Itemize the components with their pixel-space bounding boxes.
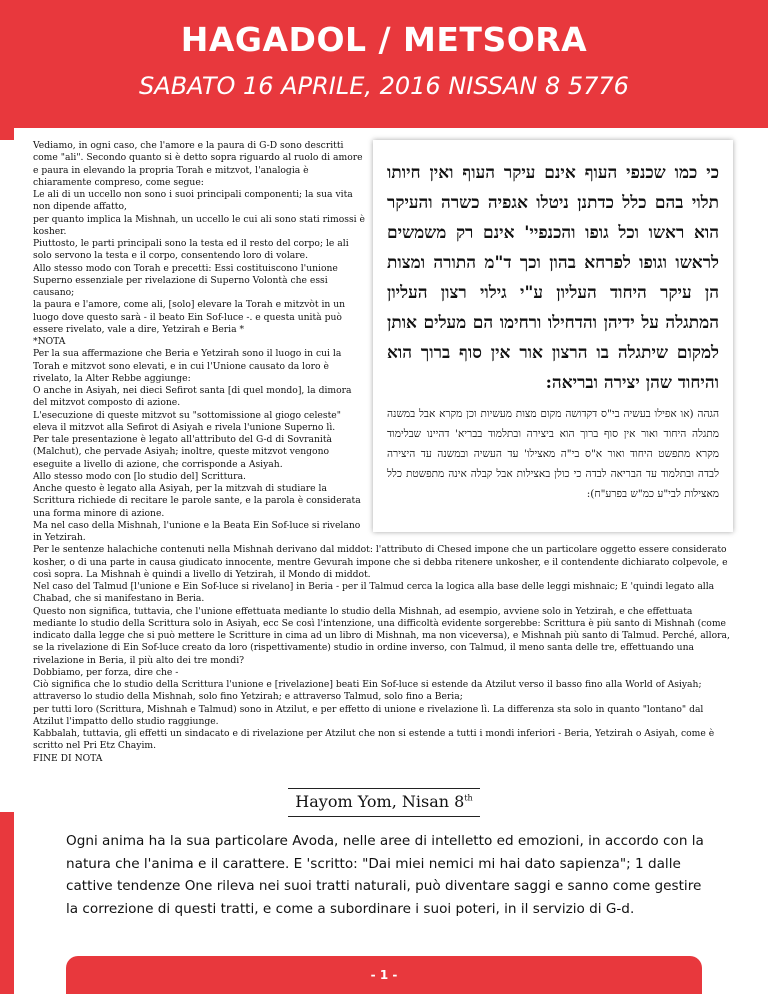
body-paragraph: O anche in Asiyah, nei dieci Sefirot santa [di quel mondo], la dimora del mitzvot composto di azione. [33, 385, 352, 409]
body-paragraph: Le ali di un uccello non sono i suoi principali componenti; la sua vita non dipende affatto, [33, 189, 353, 213]
body-paragraph: Anche questo è legato alla Asiyah, per la mitzvah di studiare la Scrittura richiede di recitare le parole sante, e la parola è considerata una forma minore di azione. [33, 483, 361, 519]
footer-bar [66, 956, 702, 994]
header-banner [0, 0, 768, 128]
body-paragraph: *NOTA [33, 336, 66, 347]
body-paragraph: Questo non significa, tuttavia, che l'unione effettuata mediante lo studio della Mishnah, ad esempio, avviene solo in Yetzirah, e che effettuata mediante lo studio della Scrittura solo in Asiyah, ecc Se così l'intenzione, una difficoltà evidente sorgerebbe: Scrittura è più santo di Mishnah (come indicato dalla legge che si può mettere le Scritture in cima ad un libro di Mishnah, ma non viceversa), e Mishnah più santo di Talmud. Perché, allora, se la rivelazione di Ein Sof-luce creato da loro (rispettivamente) studio in ordine inverso, con Talmud, il meno santa delle tre, effettuando una rivelazione in Beria, il più alto dei tre mondi? [33, 605, 730, 666]
body-paragraph: Per tale presentazione è legato all'attributo del G-d di Sovranità (Malchut), che pervade Asiyah; inoltre, queste mitzvot vengono eseguite a livello di azione, che corrisponde a Asiyah. [33, 434, 333, 470]
hayom-yom-text: Ogni anima ha la sua particolare Avoda, nelle aree di intelletto ed emozioni, in accordo con la natura che l'anima e il carattere. E 'scritto: "Dai miei nemici mi hai dato sapienza"; 1 dalle cattive tendenze One rileva nei suoi tratti naturali, può diventare saggi e sanno come gestire la correzione di questi tratti, e come a subordinare i suoi poteri, in il servizio di G-d. [66, 833, 704, 917]
hayom-title-suffix: th [464, 793, 473, 803]
main-text-area [33, 140, 733, 765]
body-paragraph: Per la sua affermazione che Beria e Yetzirah sono il luogo in cui la Torah e mitzvot sono elevati, e in cui l'Unione causato da loro è rivelato, la Alter Rebbe aggiunge: [33, 348, 342, 384]
hebrew-main-text: כי כמו שכנפי העוף אינם עיקר העוף ואין חיותו תלוי בהם כלל כדתנן ניטלו אגפיה כשרה והעיקר הוא ראשו וכל גופו והכנפיי' אינם רק משמשים לראשו וגופו לפרחא בהון וכך ד"מ התורה ומצות הן עיקר היחוד העליון ע"י גילוי רצון העליון המתגלה על ידיהן והדחילו ורחימו הם מעלים אותן למקום שיתגלה בו הרצון אור אין סוף ברוך הוא והיחוד שהן יצירה ובריאה: [387, 163, 719, 393]
body-paragraph: L'esecuzione di queste mitzvot su "sottomissione al giogo celeste" eleva il mitzvot alla Sefirot di Asiyah e rivela l'unione Superno lì. [33, 409, 341, 433]
hayom-yom-title [288, 792, 480, 811]
body-paragraph: Nel caso del Talmud [l'unione e Ein Sof-luce si rivelano] in Beria - per il Talmud cerca la logica alla base delle leggi mishnaic; E 'quindi legato alla Chabad, che si manifestano in Beria. [33, 581, 715, 605]
body-paragraph: la paura e l'amore, come ali, [solo] elevare la Torah e mitzvòt in un luogo dove questo sarà - il beato Ein Sof-luce -. e questa unità può essere rivelato, vale a dire, Yetzirah e Beria * [33, 299, 346, 335]
hayom-top-rule [288, 788, 480, 789]
body-paragraph: Per le sentenze halachiche contenuti nella Mishnah derivano dal middot: l'attributo di Chesed impone che un particolare oggetto essere considerato kosher, o di una parte in causa giudicato innocente, mentre Gevurah impone che si debba ritenere unkosher, e il contendente dichiarato colpevole, e così sopra. La Mishnah è quindi a livello di Yetzirah, il Mondo di middot. [33, 544, 728, 580]
body-paragraph: per tutti loro (Scrittura, Mishnah e Talmud) sono in Atzilut, e per effetto di unione e rivelazione lì. La differenza sta solo in quanto "lontano" dal Atzilut l'impatto dello studio raggiunge. [33, 703, 704, 727]
body-paragraph: per quanto implica la Mishnah, un uccello le cui ali sono stati rimossi è kosher. [33, 213, 365, 237]
hayom-title-text: Hayom Yom, Nisan 8 [295, 792, 465, 811]
body-paragraph: Piuttosto, le parti principali sono la testa ed il resto del corpo; le ali solo servono la testa e il corpo, consentendo loro di volare. [33, 238, 349, 262]
page-title: HAGADOL / METSORA [180, 20, 588, 59]
body-paragraph: Vediamo, in ogni caso, che l'amore e la paura di G-D sono descritti come "ali". Secondo quanto si è detto sopra riguardo al ruolo di amore e paura in elevando la propria Torah e mitzvot, l'analogia è chiaramente compreso, come segue: [33, 140, 363, 188]
body-paragraph: Ma nel caso della Mishnah, l'unione e la Beata Ein Sof-luce si rivelano in Yetzirah. [33, 519, 361, 543]
left-accent-bar-bottom [0, 812, 14, 994]
page-subtitle: SABATO 16 APRILE, 2016 NISSAN 8 5776 [139, 72, 629, 100]
body-paragraph: Dobbiamo, per forza, dire che - [33, 666, 179, 678]
hayom-bottom-rule [288, 816, 480, 817]
body-paragraph: Ciò significa che lo studio della Scrittura l'unione e [rivelazione] beati Ein Sof-luce si estende da Atzilut verso il basso fino alla World of Asiyah; attraverso lo studio della Mishnah, solo fino Yetzirah; e attraverso Talmud, solo fino a Beria; [33, 679, 702, 703]
body-paragraph: Allo stesso modo con [lo studio del] Scrittura. [33, 470, 246, 482]
hebrew-note-text: הגהה (או אפילו בעשיה בי"ס דקדושה מקום מצות מעשיות וכן מקרא אבל במשנה מתגלה היחוד ואור אין סוף ברוך הוא ביצירה ובתלמוד בבריא' דהיינו שבלימוד מקרא מתפשט היחוד ואור א"ס בי"ה מאצילו' עד העשיה ובמשנה עד היצירה לבדה ובתלמוד עד הבריאה לבדה כי כולן באצילות אבל קבלה אינה מתפשטת כלל מאצילות לבי"ע כמ"ש בפרע"ח): [387, 408, 719, 500]
body-paragraph: FINE DI NOTA [33, 752, 103, 764]
body-paragraph: Kabbalah, tuttavia, gli effetti un sindacato e di rivelazione per Atzilut che non si estende a tutti i mondi inferiori - Beria, Yetzirah o Asiyah, come è scritto nel Pri Etz Chayim. [33, 728, 715, 752]
page-number: - 1 - [370, 968, 398, 982]
left-accent-bar [0, 0, 14, 140]
body-paragraph: Allo stesso modo con Torah e precetti: Essi costituiscono l'unione Superno essenziale per rivelazione di Superno Volontà che essi causano; [33, 262, 338, 298]
hebrew-text-box [373, 140, 733, 532]
